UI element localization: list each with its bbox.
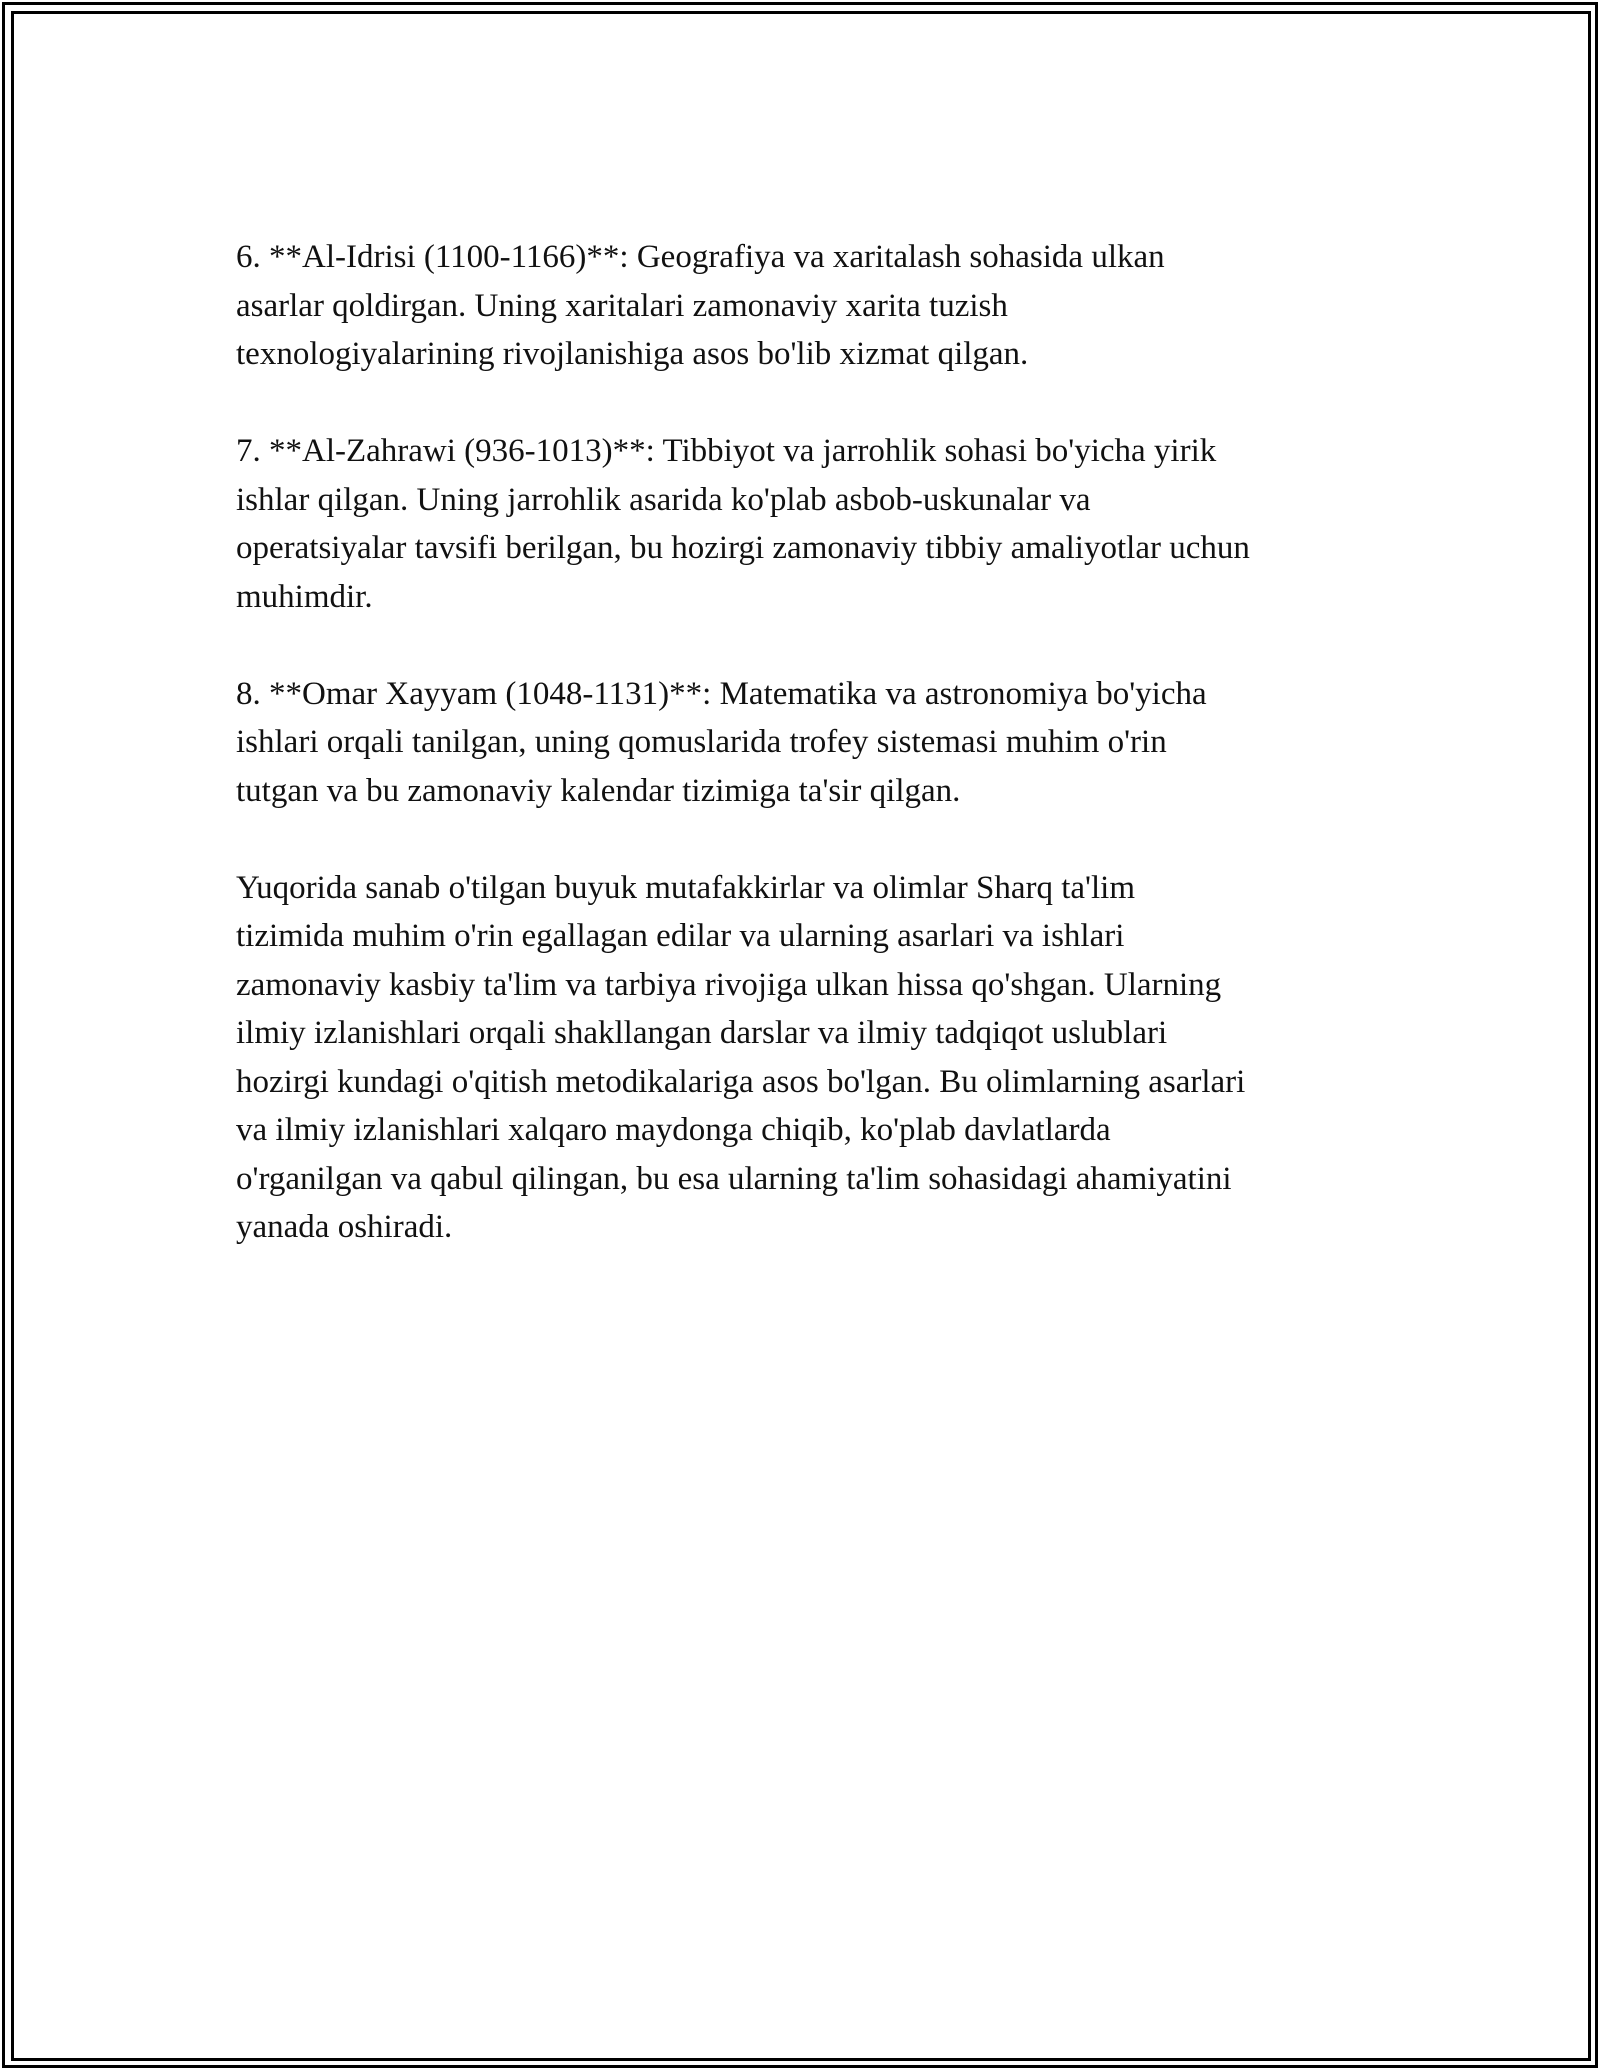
text-line: asarlar qoldirgan. Uning xaritalari zamonaviy xarita tuzish xyxy=(236,287,1008,324)
text-line: 6. **Al-Idrisi (1100-1166)**: Geografiya va xaritalash sohasida ulkan xyxy=(236,239,1165,275)
document-body xyxy=(236,233,1386,1300)
text-line: yanada oshiradi. xyxy=(236,1209,453,1245)
text-line: muhimdir. xyxy=(236,578,373,615)
text-line: ilmiy izlanishlari orqali shakllangan darslar va ilmiy tadqiqot uslublari xyxy=(236,1015,1168,1051)
text-line: tizimida muhim o'rin egallagan edilar va ularning asarlari va ishlari xyxy=(236,918,1125,954)
text-line: Yuqorida sanab o'tilgan buyuk mutafakkirlar va olimlar Sharq ta'lim xyxy=(236,869,1136,906)
paragraph-al-zahrawi xyxy=(236,427,1386,621)
text-line: zamonaviy kasbiy ta'lim va tarbiya rivojiga ulkan hissa qo'shgan. Ularning xyxy=(236,966,1222,1003)
text-line: o'rganilgan va qabul qilingan, bu esa ularning ta'lim sohasidagi ahamiyatini xyxy=(236,1160,1232,1197)
text-line: hozirgi kundagi o'qitish metodikalariga asos bo'lgan. Bu olimlarning asarlari xyxy=(236,1063,1246,1100)
paragraph-al-idrisi xyxy=(236,233,1386,379)
text-line: operatsiyalar tavsifi berilgan, bu hozirgi zamonaviy tibbiy amaliyotlar uchun xyxy=(236,530,1250,566)
paragraph-omar-xayyam xyxy=(236,670,1386,816)
paragraph-conclusion xyxy=(236,864,1386,1252)
text-line: ishlari orqali tanilgan, uning qomuslarida trofey sistemasi muhim o'rin xyxy=(236,724,1167,760)
text-line: ishlar qilgan. Uning jarrohlik asarida ko'plab asbob-uskunalar va xyxy=(236,481,1091,518)
text-line: 7. **Al-Zahrawi (936-1013)**: Tibbiyot va jarrohlik sohasi bo'yicha yirik xyxy=(236,433,1217,469)
text-line: 8. **Omar Xayyam (1048-1131)**: Matematika va astronomiya bo'yicha xyxy=(236,675,1207,712)
text-line: texnologiyalarining rivojlanishiga asos bo'lib xizmat qilgan. xyxy=(236,336,1029,372)
text-line: tutgan va bu zamonaviy kalendar tizimiga ta'sir qilgan. xyxy=(236,772,961,809)
text-line: va ilmiy izlanishlari xalqaro maydonga chiqib, ko'plab davlatlarda xyxy=(236,1112,1111,1148)
